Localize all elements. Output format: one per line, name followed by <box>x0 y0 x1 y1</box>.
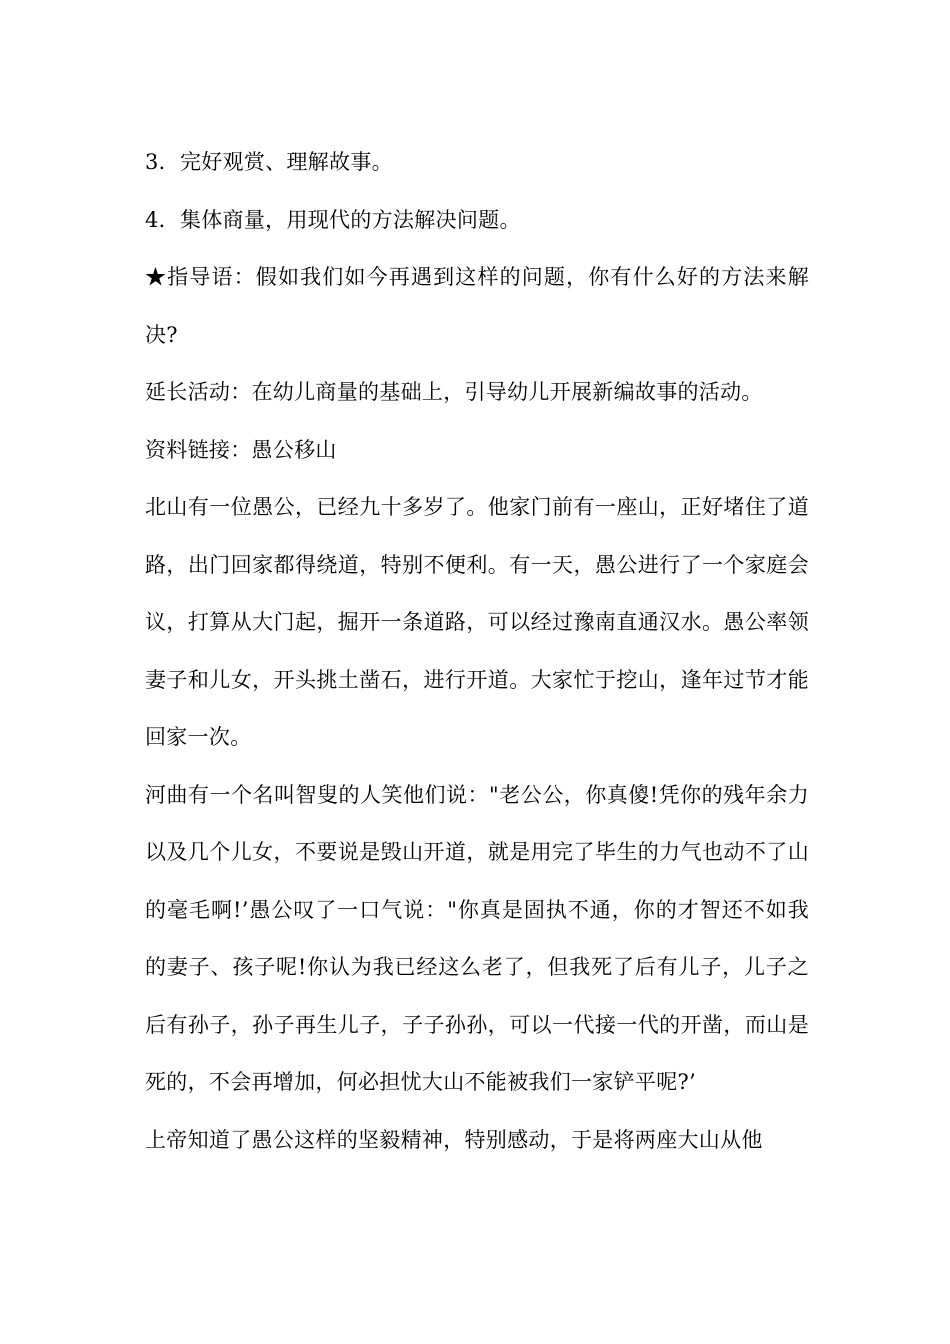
paragraph-story-3: 上帝知道了愚公这样的坚毅精神，特别感动，于是将两座大山从他 <box>145 1127 763 1152</box>
paragraph-step-3: 3．完好观赏、理解故事。 <box>145 150 393 174</box>
paragraph-guidance: ★指导语：假如我们如今再遇到这样的问题，你有什么好的方法来解决? <box>145 265 809 347</box>
paragraph-story-1: 北山有一位愚公，已经九十多岁了。他家门前有一座山，正好堵住了道路，出门回家都得绕道，特别不便利。有一天，愚公进行了一个家庭会议，打算从大门起，掘开一条道路，可以经过豫南直通汉水。愚公率领妻子和儿女，开头挑土凿石，进行开道。大家忙于挖山，逢年过节才能回家一次。 <box>145 495 809 749</box>
document-body <box>145 134 809 1169</box>
paragraph-extension-activity: 延长活动：在幼儿商量的基础上，引导幼儿开展新编故事的活动。 <box>145 380 763 404</box>
paragraph-resource-link: 资料链接：愚公移山 <box>145 437 337 462</box>
paragraph-step-4: 4．集体商量，用现代的方法解决问题。 <box>145 207 521 232</box>
paragraph-story-2: 河曲有一个名叫智叟的人笑他们说："老公公，你真傻!凭你的残年余力以及几个儿女，不要说是毁山开道，就是用完了毕生的力气也动不了山的毫毛啊!’愚公叹了一口气说："你真是固执不通，你的才智还不如我的妻子、孩子呢!你认为我已经这么老了，但我死了后有儿子，儿子之后有孙子，孙子再生儿子，子子孙孙，可以一代接一代的开凿，而山是死的，不会再增加，何必担忧大山不能被我们一家铲平呢?’ <box>145 782 809 1094</box>
